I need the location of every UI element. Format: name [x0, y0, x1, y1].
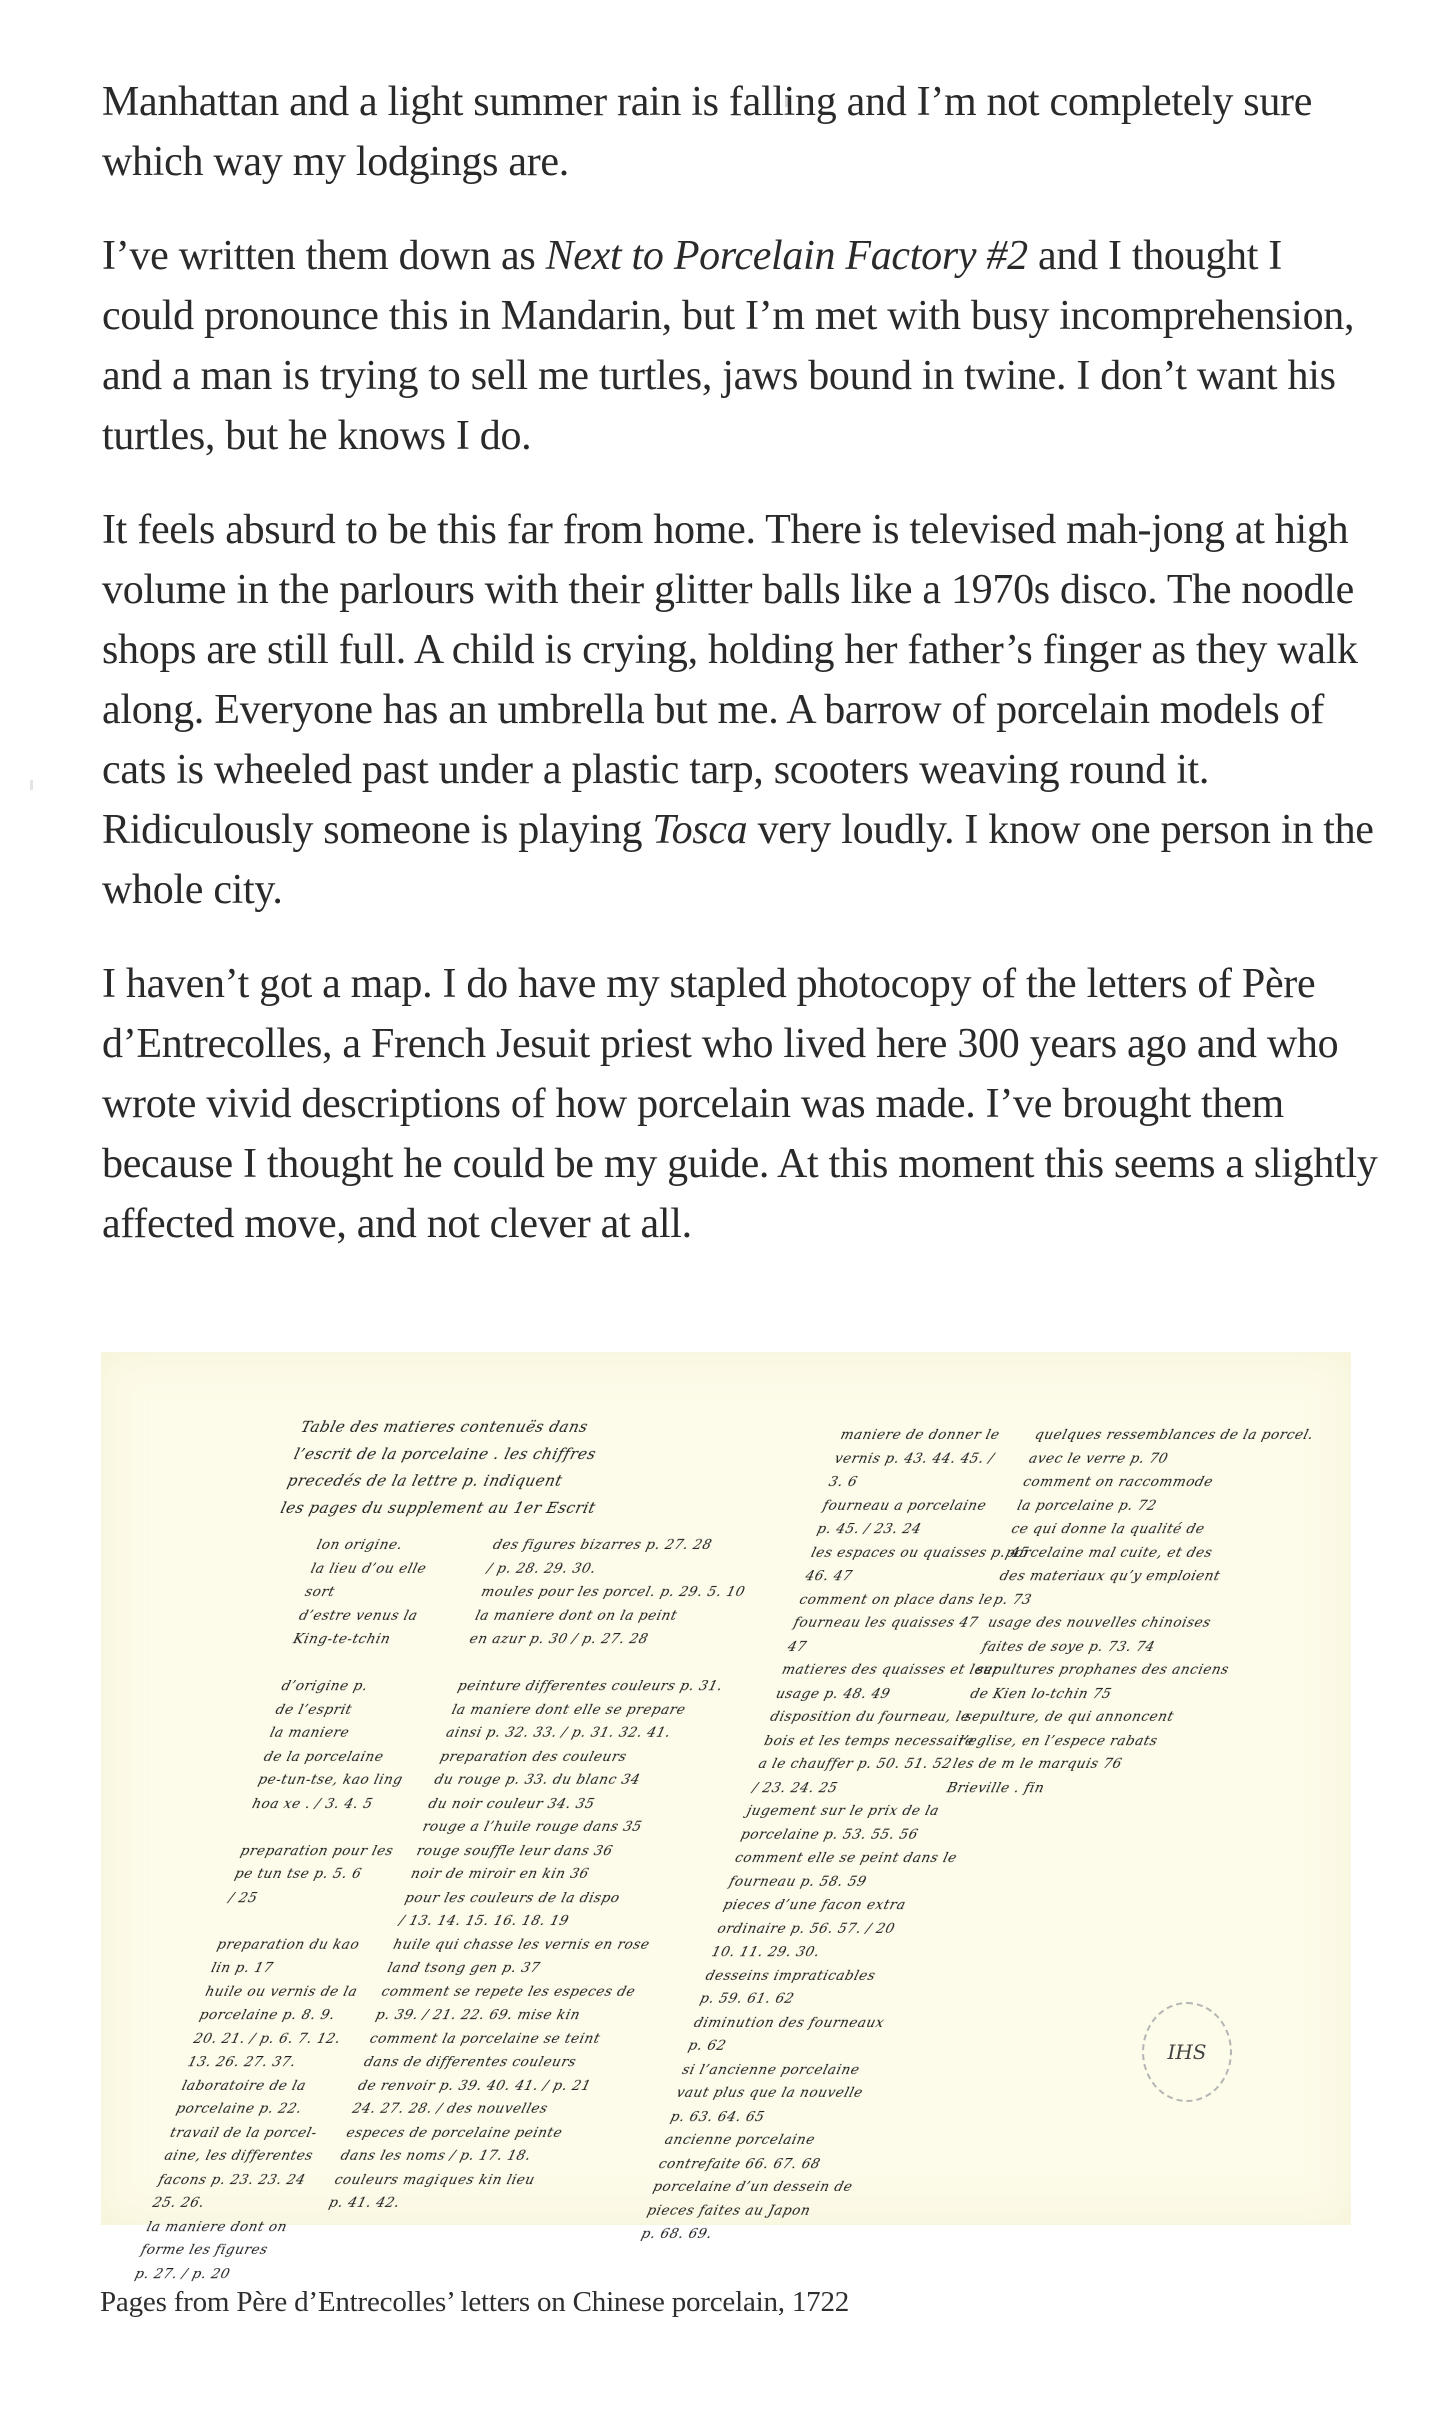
manuscript-line: 24. 27. 28. / des nouvelles — [350, 2101, 550, 2117]
manuscript-line: l’eglise, en l’espece rabats — [956, 1732, 1160, 1749]
manuscript-line: p. 63. 64. 65 — [668, 2108, 767, 2125]
manuscript-line: 25. 26. — [150, 2195, 207, 2211]
figure-caption: Pages from Père d’Entrecolles’ letters on Chinese porcelain, 1722 — [100, 2286, 850, 2318]
manuscript-line: especes de porcelaine peinte — [344, 2124, 565, 2141]
manuscript-line: pe tun tse p. 5. 6 — [232, 1866, 364, 1882]
manuscript-line: des figures bizarres p. 27. 28 — [491, 1537, 714, 1553]
manuscript-line: faites de soye p. 73. 74 — [980, 1638, 1157, 1655]
manuscript-line: facons p. 23. 23. 24 — [156, 2171, 308, 2188]
scan-speck — [30, 780, 33, 790]
manuscript-line: / 25 — [227, 1889, 260, 1906]
manuscript-line: rouge souffle leur dans 36 — [415, 1842, 615, 1859]
manuscript-line: a le chauffer p. 50. 51. 52 — [756, 1756, 954, 1772]
ihs-stamp-icon: IHS — [1142, 2002, 1232, 2102]
manuscript-line: ordinaire p. 56. 57. / 20 — [715, 1920, 897, 1937]
manuscript-line: disposition du fourneau, le — [768, 1709, 972, 1725]
manuscript-line: comment on raccommode — [1021, 1474, 1215, 1490]
manuscript-line: pieces faites au Japon — [645, 2202, 813, 2219]
manuscript-line: la maniere dont on la peint — [473, 1607, 680, 1624]
manuscript-line: ainsi p. 32. 33. / p. 31. 32. 41. — [444, 1725, 673, 1741]
manuscript-line — [244, 1816, 370, 1840]
manuscript-line: huile ou vernis de la — [203, 1983, 360, 2000]
manuscript-line: sepulture, de qui annoncent — [962, 1709, 1176, 1725]
manuscript-line: 47 — [786, 1638, 809, 1655]
manuscript-line: pe-tun-tse, kao ling — [256, 1772, 405, 1788]
manuscript-line — [285, 1652, 411, 1676]
manuscript-line: King-te-tchin — [291, 1631, 393, 1647]
manuscript-line: moules pour les porcel. p. 29. 5. 10 — [479, 1584, 747, 1600]
manuscript-line: comment on place dans le — [797, 1591, 995, 1608]
manuscript-line: forme les figures — [139, 2242, 270, 2258]
manuscript-line — [461, 1652, 731, 1676]
manuscript-line: 13. 26. 27. 37. — [186, 2054, 298, 2070]
manuscript-line: l’escrit de la porcelaine . les chiffres — [292, 1445, 599, 1463]
manuscript-line: p. 39. / 21. 22. 69. mise kin — [374, 2007, 583, 2023]
manuscript-line: comment la porcelaine se teint — [368, 2030, 603, 2047]
manuscript-line: preparation du kao — [215, 1936, 362, 1953]
paragraph-4: I haven’t got a map. I do have my stapled photocopy of the letters of Père d’Entrecolles, a French Jesuit priest who lived here 300 years ago and who wrote vivid descriptions of how porcelain was made. I’ve brought them because I thought he could be my guide. At this moment this seems a slightly affected move, and not clever at all. — [102, 961, 1378, 1247]
manuscript-line: usage p. 48. 49 — [774, 1685, 893, 1702]
manuscript-line: vaut plus que la nouvelle — [674, 2085, 865, 2101]
manuscript-line: noir de miroir en kin 36 — [409, 1866, 591, 1882]
manuscript-line: la maniere dont on — [145, 2218, 290, 2235]
manuscript-line: p. 73 — [992, 1591, 1034, 1608]
manuscript-line: pour les couleurs de la dispo — [403, 1889, 622, 1906]
manuscript-line: hoa xe . / 3. 4. 5 — [250, 1795, 375, 1812]
manuscript-line: precedés de la lettre p. indiquent — [285, 1472, 565, 1490]
manuscript-line: maniere de donner le — [838, 1427, 1002, 1443]
manuscript-line: si l’ancienne porcelaine — [680, 2061, 862, 2078]
paragraph-2: I’ve written them down as Next to Porcelain Factory #2 and I thought I could pronounce this in Mandarin, but I’m met with busy incomprehension, and a man is trying to sell me turtles, jaws bound in twine. I don’t want his turtles, but he knows I do. — [102, 233, 1355, 459]
manuscript-line: de l’esprit — [273, 1701, 354, 1718]
manuscript-line: du rouge p. 33. du blanc 34 — [432, 1772, 642, 1788]
manuscript-line: 20. 21. / p. 6. 7. 12. — [191, 2030, 343, 2047]
manuscript-line: sort — [303, 1584, 337, 1600]
manuscript-line: lin p. 17 — [209, 1960, 275, 1976]
manuscript-line: la porcelaine p. 72 — [1015, 1497, 1159, 1514]
manuscript-line: 10. 11. 29. 30. — [709, 1944, 822, 1960]
manuscript-line: porcelaine p. 8. 9. — [197, 2007, 337, 2023]
manuscript-line: dans de differentes couleurs — [362, 2054, 579, 2070]
manuscript-line: 3. 6 — [827, 1474, 860, 1490]
paragraph-3: It feels absurd to be this far from home. There is televised mah-jong at high volume in the parlours with their glitter balls like a 1970s disco. The noodle shops are still full. A child is crying, holding her father’s finger as they walk along. Everyone has an umbrella but me. A barrow of porcelain models of cats is wheeled past under a plastic tarp, scooters weaving round it. Ridiculously someone is playing Tosca very loudly. I know one person in the whole city. — [102, 507, 1374, 913]
manuscript-line: du noir couleur 34. 35 — [426, 1795, 597, 1812]
manuscript-line: de Kien lo-tchin 75 — [968, 1685, 1114, 1702]
manuscript-line: en azur p. 30 / p. 27. 28 — [467, 1631, 651, 1647]
manuscript-line: bois et les temps necessaire — [762, 1732, 976, 1749]
manuscript-line: sepultures prophanes des anciens — [974, 1662, 1231, 1678]
manuscript-line: p. 41. 42. — [327, 2195, 402, 2211]
manuscript-line: matieres des quaisses et leur — [780, 1662, 1002, 1678]
manuscript-line: dans les noms / p. 17. 18. — [338, 2148, 533, 2164]
manuscript-line: porcelaine p. 22. — [174, 2101, 304, 2117]
manuscript-line: porcelaine p. 53. 55. 56 — [739, 1826, 920, 1843]
manuscript-line: land tsong gen p. 37 — [385, 1960, 542, 1976]
manuscript-line: fourneau les quaisses 47 — [791, 1615, 980, 1631]
manuscript-line: rouge a l’huile rouge dans 35 — [420, 1819, 644, 1835]
manuscript-line: peinture differentes couleurs p. 31. — [456, 1678, 725, 1694]
manuscript-line: couleurs magiques kin lieu — [333, 2171, 537, 2188]
manuscript-line: comment elle se peint dans le — [733, 1850, 959, 1866]
manuscript-line: travail de la porcel- — [168, 2124, 319, 2141]
manuscript-line: desseins impraticables — [704, 1967, 878, 1984]
manuscript-line: d’origine p. — [279, 1678, 370, 1694]
manuscript-line: porcelaine mal cuite, et des — [1003, 1544, 1215, 1561]
manuscript-line: p. 27. / p. 20 — [133, 2265, 233, 2282]
manuscript-line: d’estre venus la — [297, 1607, 420, 1624]
manuscript-line: comment se repete les especes de — [379, 1983, 638, 2000]
manuscript-line: / p. 28. 29. 30. — [485, 1560, 599, 1577]
manuscript-line: Brieville . fin — [945, 1779, 1047, 1796]
manuscript-line: la maniere — [268, 1725, 352, 1741]
manuscript-line: p. 59. 61. 62 — [698, 1991, 796, 2007]
manuscript-line: de renvoir p. 39. 40. 41. / p. 21 — [356, 2077, 593, 2094]
manuscript-line: les pages du supplement au 1er Escrit — [278, 1499, 598, 1517]
manuscript-line: aine, les differentes — [162, 2148, 315, 2164]
opera-title: Tosca — [652, 807, 748, 853]
manuscript-line: p. 68. 69. — [639, 2226, 715, 2242]
manuscript-line: quelques ressemblances de la porcel. — [1033, 1427, 1316, 1443]
manuscript-line: preparation des couleurs — [438, 1748, 629, 1765]
manuscript-line: lon origine. — [315, 1537, 405, 1553]
manuscript-line: p. 62 — [686, 2038, 728, 2054]
manuscript-line: de la porcelaine — [262, 1748, 386, 1765]
manuscript-line: ce qui donne la qualité de — [1009, 1521, 1207, 1537]
body-text — [102, 72, 1382, 1288]
manuscript-line: porcelaine d’un dessein de — [651, 2179, 855, 2195]
manuscript-line: laboratoire de la — [180, 2077, 308, 2094]
manuscript-line: p. 45. / 23. 24 — [815, 1521, 924, 1537]
manuscript-line: huile qui chasse les vernis en rose — [391, 1936, 652, 1953]
manuscript-line: / 23. 24. 25 — [750, 1779, 840, 1796]
manuscript-line: diminution des fourneaux — [692, 2014, 887, 2031]
manuscript-line: la lieu d’ou elle — [309, 1560, 429, 1577]
manuscript-line: les espaces ou quaisses p. 45 — [809, 1544, 1032, 1561]
manuscript-line: ancienne porcelaine — [663, 2132, 817, 2148]
manuscript-line: fourneau a porcelaine — [821, 1497, 989, 1514]
manuscript-line: avec le verre p. 70 — [1027, 1450, 1171, 1467]
manuscript-line: fourneau p. 58. 59 — [727, 1873, 869, 1890]
manuscript-line: contrefaite 66. 67. 68 — [657, 2155, 823, 2172]
manuscript-line: Table des matieres contenuës dans — [298, 1418, 590, 1436]
lodging-address: Next to Porcelain Factory #2 — [545, 233, 1028, 279]
manuscript-line: vernis p. 43. 44. 45. / — [832, 1450, 997, 1467]
manuscript-line: usage des nouvelles chinoises — [986, 1615, 1213, 1631]
manuscript-line: preparation pour les — [238, 1842, 396, 1859]
manuscript-line: des materiaux qu’y emploient — [997, 1568, 1223, 1584]
paragraph-1: Manhattan and a light summer rain is falling and I’m not completely sure which way my lodgings are. — [102, 79, 1313, 185]
manuscript-line: les de m le marquis 76 — [951, 1756, 1124, 1772]
manuscript-line: pieces d’une facon extra — [721, 1897, 908, 1913]
manuscript-header — [278, 1414, 619, 1522]
manuscript-line: la maniere dont elle se prepare — [450, 1701, 688, 1718]
manuscript-line: / 13. 14. 15. 16. 18. 19 — [397, 1913, 571, 1929]
manuscript-line: 46. 47 — [803, 1568, 855, 1584]
manuscript-line: jugement sur le prix de la — [745, 1803, 941, 1819]
manuscript-line — [220, 1910, 346, 1934]
